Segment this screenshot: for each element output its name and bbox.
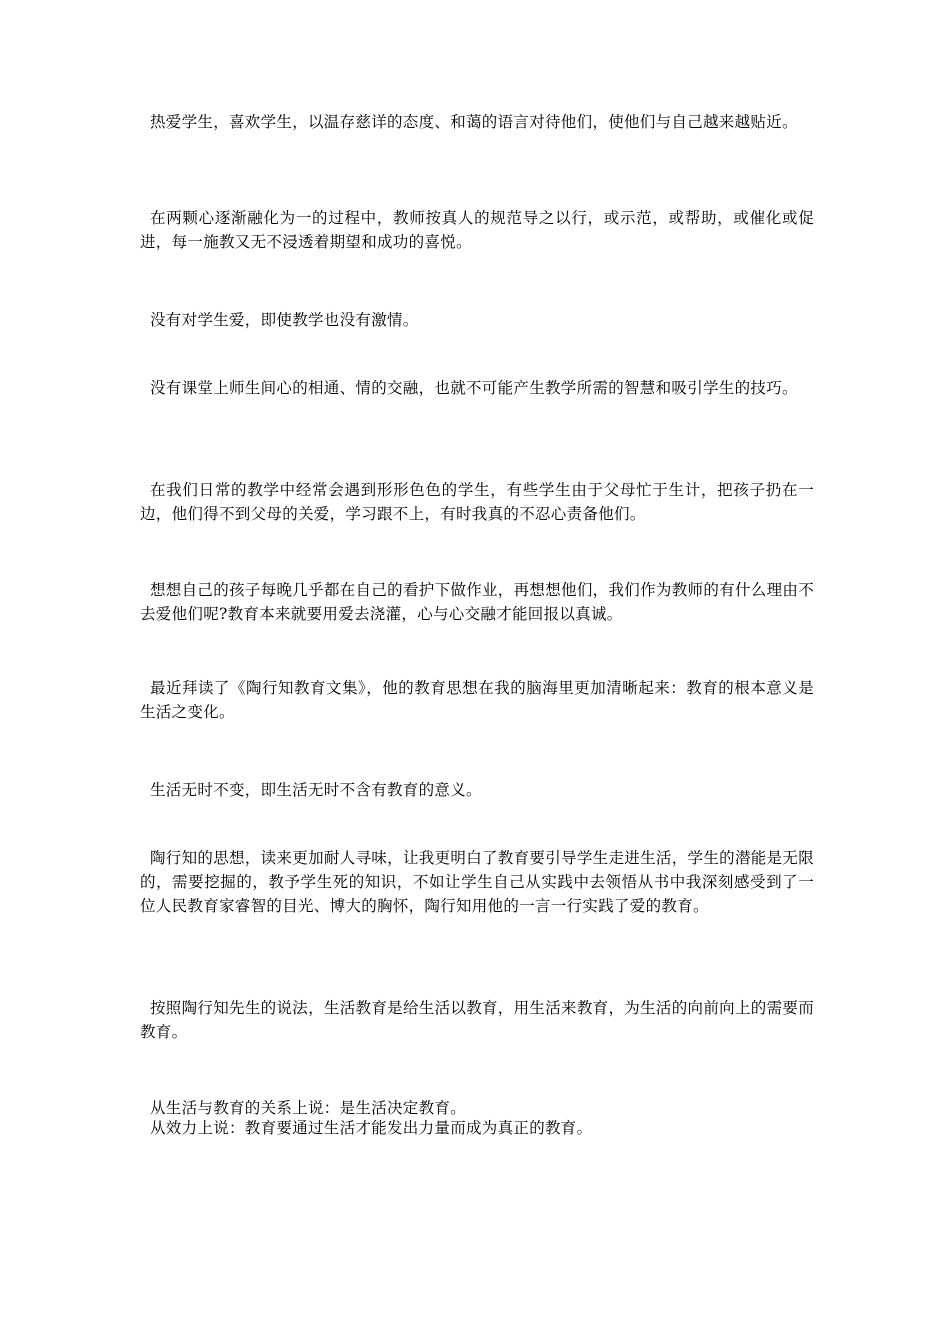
paragraph-8: 生活无时不变，即生活无时不含有教育的意义。 xyxy=(150,781,482,799)
paragraph-9: 陶行知的思想，读来更加耐人寻味，让我更明白了教育要引导学生走进生活，学生的潜能是无限的，需要挖掘的，教予学生死的知识，不如让学生自己从实践中去领悟从书中我深刻感受到了一位人民教育家睿智的目光、博大的胸怀，陶行知用他的一言一行实践了爱的教育。 xyxy=(140,849,814,915)
closing-line-2: 从效力上说：教育要通过生活才能发出力量而成为真正的教育。 xyxy=(150,1119,593,1137)
paragraph-2: 在两颗心逐渐融化为一的过程中，教师按真人的规范导之以行，或示范，或帮助，或催化或促进，每一施教又无不浸透着期望和成功的喜悦。 xyxy=(140,209,814,251)
closing-line-1: 从生活与教育的关系上说：是生活决定教育。 xyxy=(150,1099,467,1117)
paragraph-5: 在我们日常的教学中经常会遇到形形色色的学生，有些学生由于父母忙于生计，把孩子扔在一边，他们得不到父母的关爱，学习跟不上，有时我真的不忍心责备他们。 xyxy=(140,481,814,523)
paragraph-1: 热爱学生，喜欢学生，以温存慈详的态度、和蔼的语言对待他们，使他们与自己越来越贴近。 xyxy=(150,113,798,131)
paragraph-7: 最近拜读了《陶行知教育文集》，他的教育思想在我的脑海里更加清晰起来：教育的根本意义是生活之变化。 xyxy=(140,679,814,721)
paragraph-3: 没有对学生爱，即使教学也没有激情。 xyxy=(150,311,419,329)
paragraph-6: 想想自己的孩子每晚几乎都在自己的看护下做作业，再想想他们，我们作为教师的有什么理由不去爱他们呢?教育本来就要用爱去浇灌，心与心交融才能回报以真诚。 xyxy=(140,581,814,623)
closing-block xyxy=(140,1096,814,1140)
paragraph-10: 按照陶行知先生的说法，生活教育是给生活以教育，用生活来教育，为生活的向前向上的需要而教育。 xyxy=(140,999,814,1041)
paragraph-4: 没有课堂上师生间心的相通、情的交融，也就不可能产生教学所需的智慧和吸引学生的技巧。 xyxy=(150,379,798,397)
